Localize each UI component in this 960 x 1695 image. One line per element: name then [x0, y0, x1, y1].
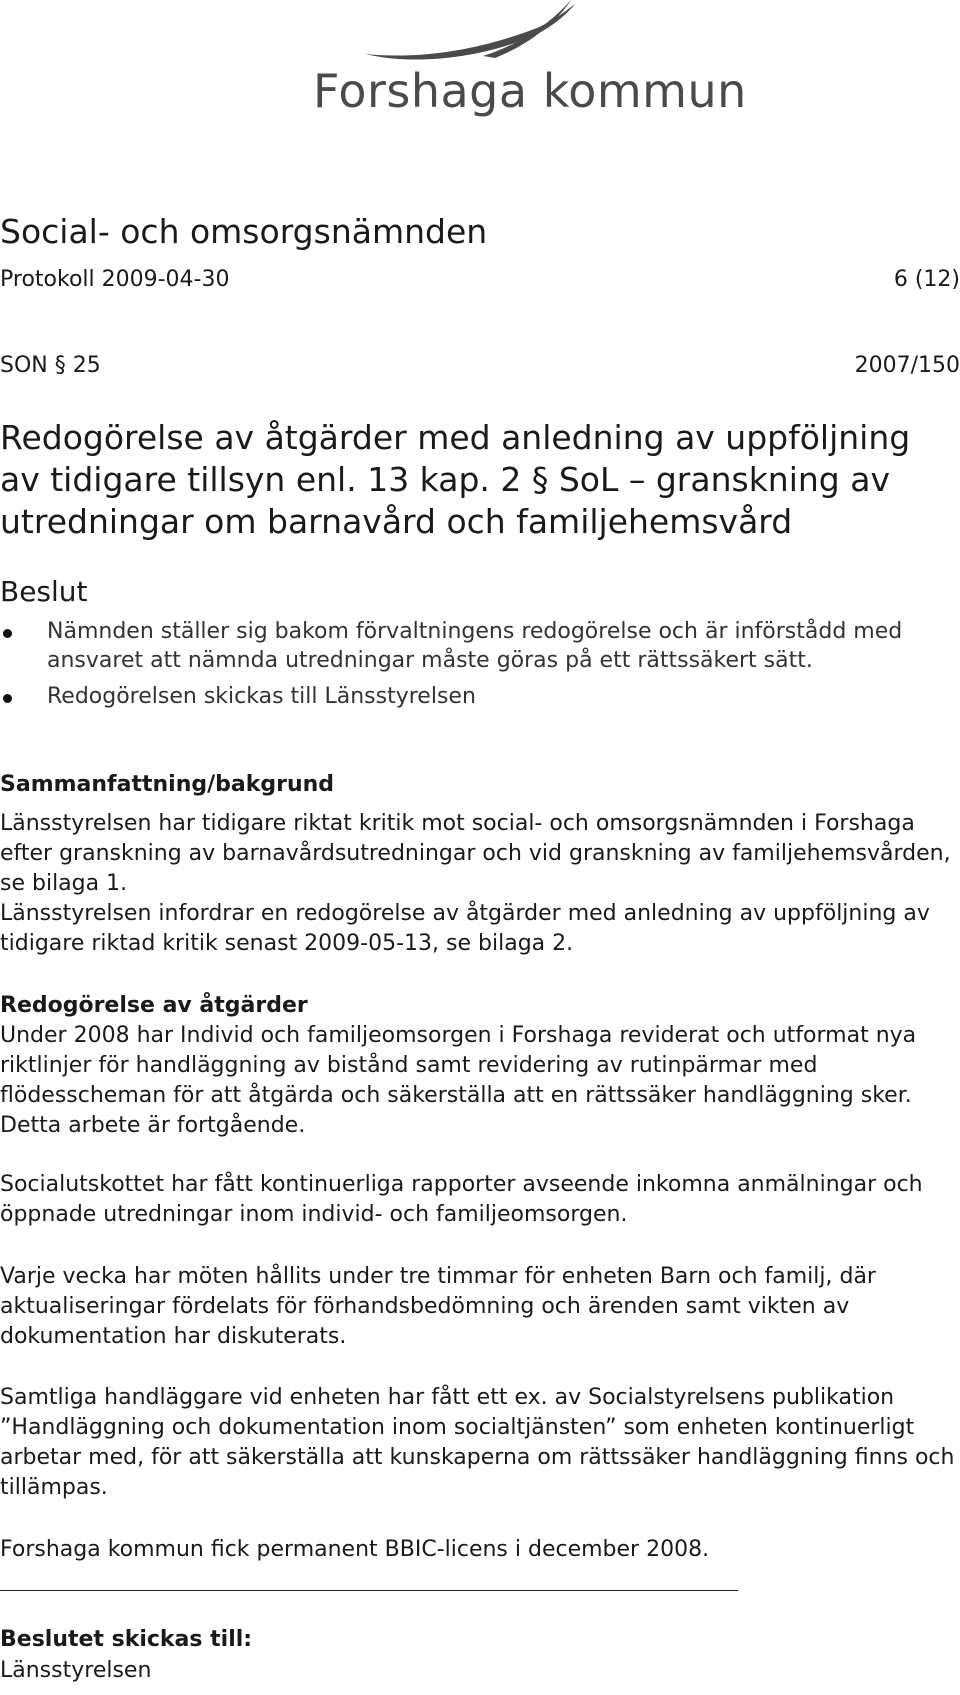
distribution-recipient: Länsstyrelsen	[0, 1658, 152, 1683]
bullet-icon	[3, 629, 12, 638]
decision-list	[0, 617, 960, 711]
summary-heading: Sammanfattning/bakgrund	[0, 772, 335, 797]
organization-title: Social- och omsorgsnämnden	[0, 212, 488, 251]
bullet-icon	[3, 694, 12, 703]
list-item	[0, 617, 960, 675]
document-title-line-2: av tidigare tillsyn enl. 13 kap. 2 § SoL – granskning av	[0, 460, 890, 499]
measures-paragraph: Under 2008 har Individ och familjeomsorgen i Forshaga reviderat och utformat nya riktlinjer för handläggning av bistånd samt revidering av rutinpärmar med flödesscheman för att åtgärda och säkerställa att en rättssäker handläggning sker. Detta arbete är fortgående.	[0, 1023, 917, 1138]
document-title-line-3: utredningar om barnavård och familjehemsvård	[0, 502, 793, 541]
measures-paragraph: Socialutskottet har fått kontinuerliga rapporter avseende inkomna anmälningar och öppnade utredningar inom individ- och familjeomsorgen.	[0, 1172, 923, 1227]
summary-paragraph: Länsstyrelsen infordrar en redogörelse av åtgärder med anledning av uppföljning av tidigare riktad kritik senast 2009-05-13, se bilaga 2.	[0, 901, 930, 956]
swoosh-icon	[305, 0, 665, 70]
logo	[305, 0, 747, 120]
divider	[0, 1590, 738, 1591]
distribution-heading: Beslutet skickas till:	[0, 1627, 253, 1652]
logo-text: Forshaga kommun	[313, 64, 747, 118]
measures-paragraph: Samtliga handläggare vid enheten har fått ett ex. av Socialstyrelsens publikation ”Handläggning och dokumentation inom socialtjänsten” som enheten kontinuerligt arbetar med, för att säkerställa att kunskaperna om rättssäker handläggning finns och tillämpas.	[0, 1385, 955, 1500]
decision-item-text: Redogörelsen skickas till Länsstyrelsen	[47, 684, 476, 709]
decision-item-text: Nämnden ställer sig bakom förvaltningens redogörelse och är införstådd med ansvaret att nämnda utredningar måste göras på ett rättssäkert sätt.	[47, 619, 903, 673]
decision-heading: Beslut	[0, 575, 88, 608]
paragraph-number: SON § 25	[0, 353, 101, 378]
measures-heading: Redogörelse av åtgärder	[0, 993, 308, 1018]
page-number: 6 (12)	[893, 267, 960, 292]
document-title-line-1: Redogörelse av åtgärder med anledning av uppföljning	[0, 418, 911, 457]
case-number: 2007/150	[854, 353, 960, 378]
summary-paragraph: Länsstyrelsen har tidigare riktat kritik mot social- och omsorgsnämnden i Forshaga efter granskning av barnavårdsutredningar och vid granskning av familjehemsvården, se bilaga 1.	[0, 811, 951, 896]
measures-paragraph: Varje vecka har möten hållits under tre timmar för enheten Barn och familj, där aktualiseringar fördelats för förhandsbedömning och ärenden samt vikten av dokumentation har diskuterats.	[0, 1264, 876, 1349]
measures-paragraph: Forshaga kommun fick permanent BBIC-licens i december 2008.	[0, 1537, 710, 1562]
list-item	[0, 682, 960, 711]
protocol-date: Protokoll 2009-04-30	[0, 267, 230, 292]
